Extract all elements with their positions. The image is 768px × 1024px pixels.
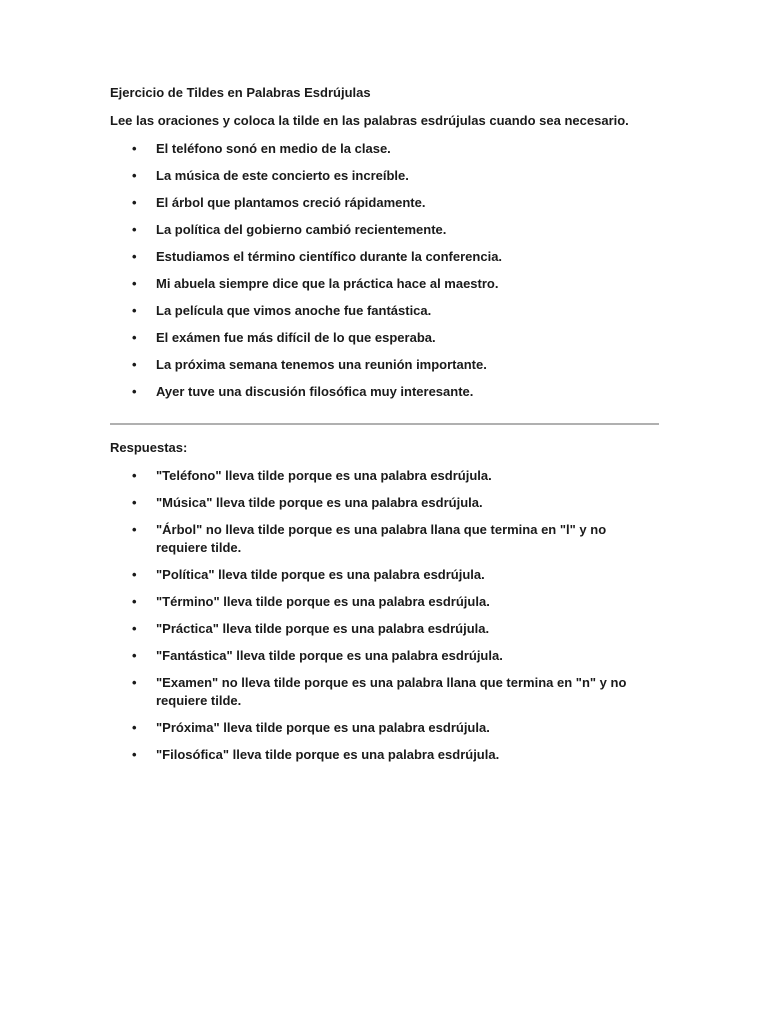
bullet-icon: •	[132, 675, 137, 690]
sentence-text: El árbol que plantamos creció rápidamente.	[156, 195, 426, 210]
answer-text: "Política" lleva tilde porque es una palabra esdrújula.	[156, 567, 485, 582]
list-item	[110, 746, 660, 764]
instructions-text: Lee las oraciones y coloca la tilde en las palabras esdrújulas cuando sea necesario.	[110, 113, 629, 128]
bullet-icon: •	[132, 720, 137, 735]
sentence-text: Estudiamos el término científico durante la conferencia.	[156, 249, 503, 264]
sentence-text: El teléfono sonó en medio de la clase.	[156, 141, 391, 156]
answer-text: "Término" lleva tilde porque es una palabra esdrújula.	[156, 594, 490, 609]
bullet-icon: •	[132, 141, 137, 156]
bullet-icon: •	[132, 330, 137, 345]
bullet-icon: •	[132, 195, 137, 210]
bullet-icon: •	[132, 222, 137, 237]
list-item	[110, 620, 660, 638]
list-item	[110, 719, 660, 737]
list-item	[110, 329, 660, 347]
list-item	[110, 674, 660, 710]
list-item	[110, 167, 660, 185]
document-content	[110, 84, 660, 773]
bullet-icon: •	[132, 648, 137, 663]
list-item	[110, 275, 660, 293]
bullet-icon: •	[132, 621, 137, 636]
sentence-text: La próxima semana tenemos una reunión importante.	[156, 357, 487, 372]
bullet-icon: •	[132, 747, 137, 762]
bullet-icon: •	[132, 357, 137, 372]
bullet-icon: •	[132, 276, 137, 291]
list-item	[110, 302, 660, 320]
answer-text: "Próxima" lleva tilde porque es una palabra esdrújula.	[156, 720, 490, 735]
document-title: Ejercicio de Tildes en Palabras Esdrújulas	[110, 85, 371, 100]
list-item	[110, 647, 660, 665]
answer-text: "Filosófica" lleva tilde porque es una palabra esdrújula.	[156, 747, 500, 762]
sentence-text: La música de este concierto es increíble.	[156, 168, 409, 183]
bullet-icon: •	[132, 468, 137, 483]
answer-text: "Teléfono" lleva tilde porque es una palabra esdrújula.	[156, 468, 492, 483]
answer-text: "Árbol" no lleva tilde porque es una palabra llana que termina en "l" y no requiere tilde.	[156, 522, 607, 555]
sentence-text: Mi abuela siempre dice que la práctica hace al maestro.	[156, 276, 499, 291]
list-item	[110, 140, 660, 158]
list-item	[110, 248, 660, 266]
list-item	[110, 221, 660, 239]
sentences-list	[110, 140, 660, 401]
sentence-text: La película que vimos anoche fue fantástica.	[156, 303, 432, 318]
bullet-icon: •	[132, 522, 137, 537]
list-item	[110, 467, 660, 485]
section-divider	[110, 423, 659, 425]
bullet-icon: •	[132, 594, 137, 609]
list-item	[110, 521, 660, 557]
answer-text: "Práctica" lleva tilde porque es una palabra esdrújula.	[156, 621, 490, 636]
bullet-icon: •	[132, 384, 137, 399]
answers-list	[110, 467, 660, 764]
sentence-text: El exámen fue más difícil de lo que esperaba.	[156, 330, 436, 345]
sentence-text: La política del gobierno cambió recientemente.	[156, 222, 447, 237]
answer-text: "Fantástica" lleva tilde porque es una palabra esdrújula.	[156, 648, 503, 663]
bullet-icon: •	[132, 303, 137, 318]
list-item	[110, 356, 660, 374]
bullet-icon: •	[132, 168, 137, 183]
answers-heading: Respuestas:	[110, 440, 188, 455]
list-item	[110, 383, 660, 401]
list-item	[110, 593, 660, 611]
list-item	[110, 194, 660, 212]
bullet-icon: •	[132, 249, 137, 264]
answer-text: "Examen" no lleva tilde porque es una palabra llana que termina en "n" y no requiere tilde.	[156, 675, 627, 708]
bullet-icon: •	[132, 567, 137, 582]
sentence-text: Ayer tuve una discusión filosófica muy interesante.	[156, 384, 474, 399]
answer-text: "Música" lleva tilde porque es una palabra esdrújula.	[156, 495, 483, 510]
bullet-icon: •	[132, 495, 137, 510]
list-item	[110, 566, 660, 584]
list-item	[110, 494, 660, 512]
